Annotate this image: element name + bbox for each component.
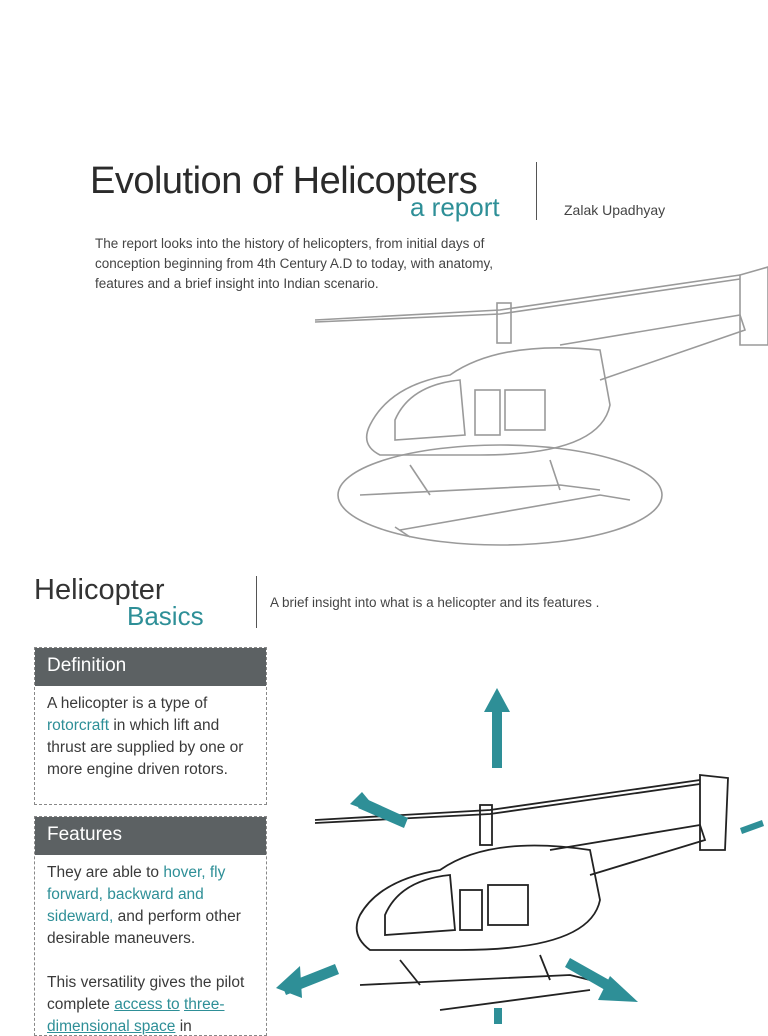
report-subtitle: a report xyxy=(410,192,500,222)
title-divider xyxy=(536,162,537,220)
definition-text xyxy=(35,686,266,788)
features-heading: Features xyxy=(35,817,266,855)
intro-text: The report looks into the history of helicopters, from initial days of conception beginning from 4th Century A.D to today, with anatomy, features and a brief insight into Indian scenario. xyxy=(95,236,493,291)
features-box xyxy=(34,816,267,1036)
rotorcraft-link[interactable]: rotorcraft xyxy=(47,717,110,734)
basics-subtitle: Basics xyxy=(127,601,204,631)
features-text xyxy=(35,855,266,1036)
author-name: Zalak Upadhyay xyxy=(564,202,666,218)
helicopter-outline-icon xyxy=(300,255,768,555)
access-link[interactable]: access to xyxy=(114,996,180,1013)
basics-title: Helicopter xyxy=(34,574,165,606)
definition-text-end: in which lift and thrust are supplied by one or more engine driven rotors. xyxy=(47,717,244,778)
maneuvers-highlight: hover, fly forward, backward and sideward, xyxy=(47,864,226,925)
features-paragraph-2 xyxy=(47,972,254,1036)
features-p1-end: and perform other desirable maneuvers. xyxy=(47,908,241,947)
definition-text-start: A helicopter is a type of xyxy=(47,695,208,712)
report-title: Evolution of Helicopters xyxy=(90,160,478,202)
definition-box xyxy=(34,647,267,805)
basics-divider xyxy=(256,576,257,628)
three-dimensional-space-link[interactable]: three-dimensional space xyxy=(47,996,225,1035)
direction-arrow-icon xyxy=(276,688,764,1024)
features-p2-start: This versatility gives the pilot complete xyxy=(47,974,245,1013)
helicopter-line-drawing-icon xyxy=(270,680,768,1024)
features-p2-end: in xyxy=(175,1018,192,1035)
features-paragraph-1 xyxy=(47,862,254,950)
basics-description: A brief insight into what is a helicopter and its features . xyxy=(270,595,600,610)
features-p1-start: They are able to xyxy=(47,864,164,881)
definition-heading: Definition xyxy=(35,648,266,686)
